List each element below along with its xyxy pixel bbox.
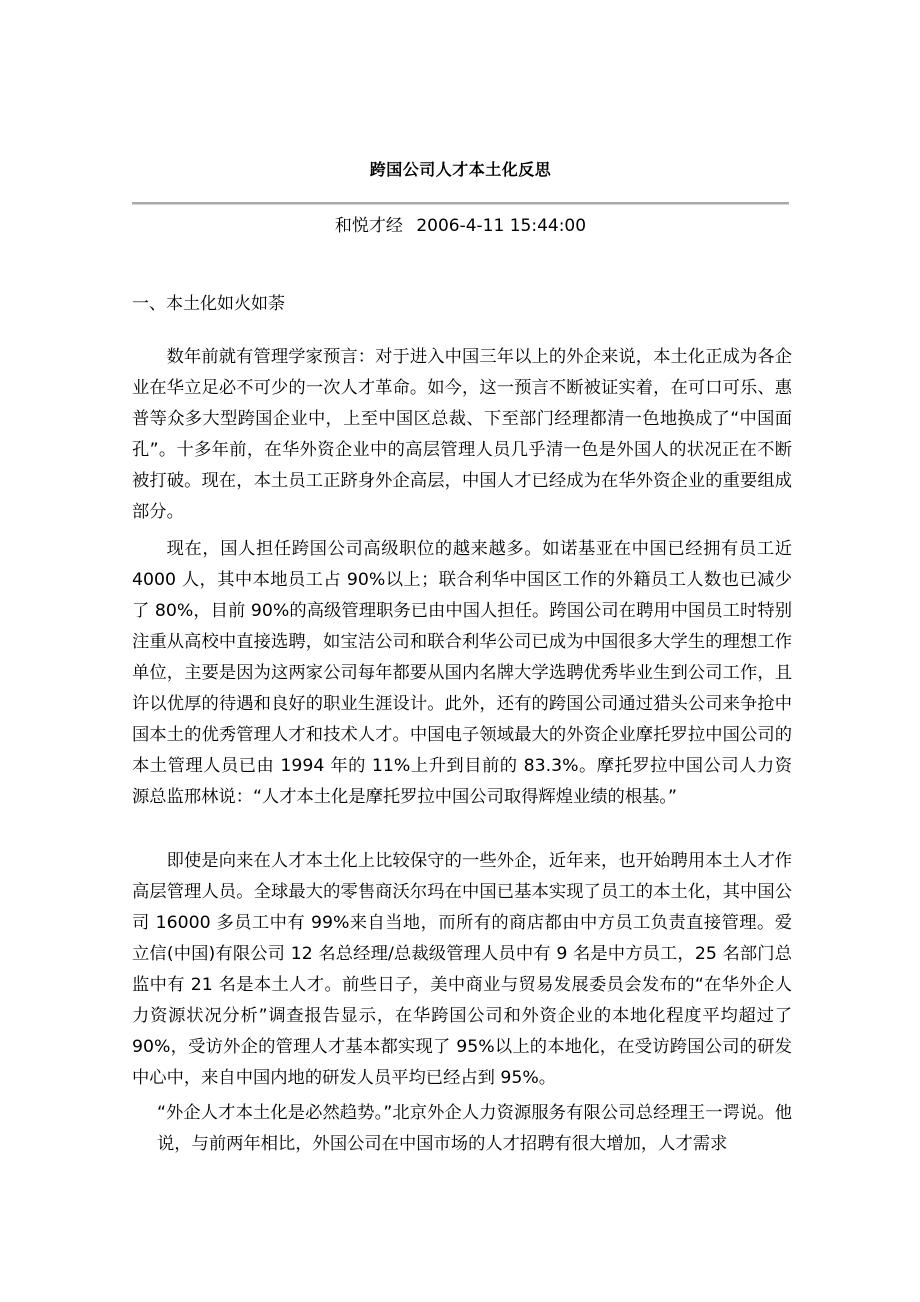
body-paragraph: 现在，国人担任跨国公司高级职位的越来越多。如诺基亚在中国已经拥有员工近 4000 人，其中本地员工占 90%以上；联合利华中国区工作的外籍员工人数也已减少了 80%，目前 90%的高级管理职务已由中国人担任。跨国公司在聘用中国员工时特别注重从高校中直接选聘，如宝洁公司和联合利华公司已成为中国很多大学生的理想工作单位，主要是因为这两家公司每年都要从国内名牌大学选聘优秀毕业生到公司工作，且许以优厚的待遇和良好的职业生涯设计。此外，还有的跨国公司通过猎头公司来争抢中国本土的优秀管理人才和技术人才。中国电子领域最大的外资企业摩托罗拉中国公司的本土管理人员已由 1994 年的 11%上升到目前的 83.3%。摩托罗拉中国公司人力资源总监邢林说：“人才本土化是摩托罗拉中国公司取得辉煌业绩的根基。”: [132, 539, 792, 807]
article-source: 和悦才经: [334, 216, 403, 236]
body-paragraph: 即使是向来在人才本土化上比较保守的一些外企，近年来，也开始聘用本土人才作高层管理人员。全球最大的零售商沃尔玛在中国已基本实现了员工的本土化，其中国公司 16000 多员工中有 99%来自当地，而所有的商店都由中方员工负责直接管理。爱立信(中国)有限公司 12 名总经理/总裁级管理人员中有 9 名是中方员工，25 名部门总监中有 21 名是本土人才。前些日子，美中商业与贸易发展委员会发布的“在华外企人力资源状况分析”调查报告显示，在华跨国公司和外资企业的本地化程度平均超过了 90%，受访外企的管理人才基本都实现了 95%以上的本地化，在受访跨国公司的研发中心中，来自中国内地的研发人员平均已经占到 95%。: [132, 851, 792, 1088]
section-heading: 一、本土化如火如荼: [132, 294, 285, 314]
article-datetime: 2006-4-11 15:44:00: [416, 216, 587, 236]
article-title: 跨国公司人才本土化反思: [369, 160, 552, 179]
body-paragraph: 数年前就有管理学家预言：对于进入中国三年以上的外企来说，本土化正成为各企业在华立足必不可少的一次人才革命。如今，这一预言不断被证实着，在可口可乐、惠普等众多大型跨国企业中，上至中国区总裁、下至部门经理都清一色地换成了“中国面孔”。十多年前，在华外资企业中的高层管理人员几乎清一色是外国人的状况正在不断被打破。现在，本土员工正跻身外企高层，中国人才已经成为在华外资企业的重要组成部分。: [132, 347, 792, 522]
article-meta: [132, 213, 789, 239]
body-paragraph: “外企人才本土化是必然趋势。”北京外企人力资源服务有限公司总经理王一谔说。他说，与前两年相比，外国公司在中国市场的人才招聘有很大增加，人才需求: [157, 1103, 792, 1154]
title-divider: [132, 202, 789, 205]
